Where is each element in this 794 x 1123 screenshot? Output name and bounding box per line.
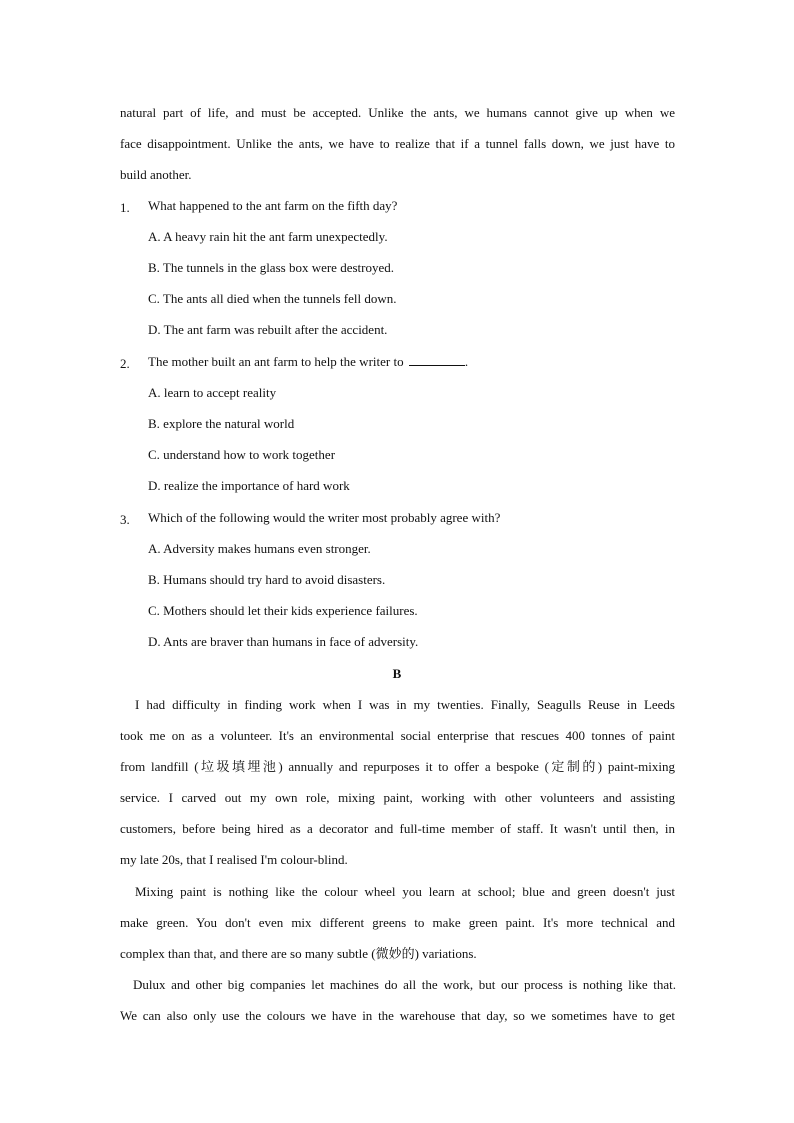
question-1-text: What happened to the ant farm on the fifth day? [148,198,398,213]
question-1-option-d: D. The ant farm was rebuilt after the accident. [148,322,388,337]
question-1-option-b: B. The tunnels in the glass box were destroyed. [148,260,394,275]
section-b-p2-line-3: complex than that, and there are so many subtle (微妙的) variations. [120,946,477,961]
section-b-title: B [392,666,402,681]
question-2-option-b: B. explore the natural world [148,416,295,431]
question-2-text: The mother built an ant farm to help the writer to [148,354,404,369]
question-3-option-b: B. Humans should try hard to avoid disasters. [148,572,386,587]
continuation-line-1: natural part of life, and must be accepted. Unlike the ants, we humans cannot give up when we [120,105,675,120]
section-b-p1-line-4: service. I carved out my own role, mixing paint, working with other volunteers and assisting [120,790,675,805]
question-2-option-c: C. understand how to work together [148,447,336,462]
question-2-suffix: . [464,354,469,369]
question-1-number: 1. [120,200,130,215]
question-1-option-a: A. A heavy rain hit the ant farm unexpectedly. [148,229,388,244]
section-b-p1-line-1: I had difficulty in finding work when I was in my twenties. Finally, Seagulls Reuse in Leeds [135,697,675,712]
question-3-option-a: A. Adversity makes humans even stronger. [148,541,371,556]
section-b-p1-line-6: my late 20s, that I realised I'm colour-blind. [120,852,348,867]
section-b-p3-line-2: We can also only use the colours we have in the warehouse that day, so we sometimes have to get [120,1008,675,1023]
question-2-option-d: D. realize the importance of hard work [148,478,350,493]
answer-blank [409,354,465,366]
section-b-p1-line-2: took me on as a volunteer. It's an environmental social enterprise that rescues 400 tonnes of paint [120,728,675,743]
section-b-p1-line-3: from landfill (垃圾填埋池) annually and repurposes it to offer a bespoke (定制的) paint-mixing [120,759,675,774]
question-3-text: Which of the following would the writer most probably agree with? [148,510,501,525]
question-3-number: 3. [120,512,130,527]
section-b-p2-line-1: Mixing paint is nothing like the colour wheel you learn at school; blue and green doesn't just [135,884,675,899]
question-2-number: 2. [120,356,130,371]
section-b-p3-line-1: Dulux and other big companies let machines do all the work, but our process is nothing like that. [133,977,676,992]
question-2-option-a: A. learn to accept reality [148,385,277,400]
question-1-option-c: C. The ants all died when the tunnels fell down. [148,291,397,306]
continuation-line-3: build another. [120,167,192,182]
question-2-text-wrapper [148,354,468,370]
section-b-p2-line-2: make green. You don't even mix different greens to make green paint. It's more technical and [120,915,675,930]
question-3-option-c: C. Mothers should let their kids experience failures. [148,603,418,618]
question-3-option-d: D. Ants are braver than humans in face of adversity. [148,634,419,649]
section-b-p1-line-5: customers, before being hired as a decorator and full-time member of staff. It wasn't until then, in [120,821,675,836]
continuation-line-2: face disappointment. Unlike the ants, we have to realize that if a tunnel falls down, we just have to [120,136,675,151]
